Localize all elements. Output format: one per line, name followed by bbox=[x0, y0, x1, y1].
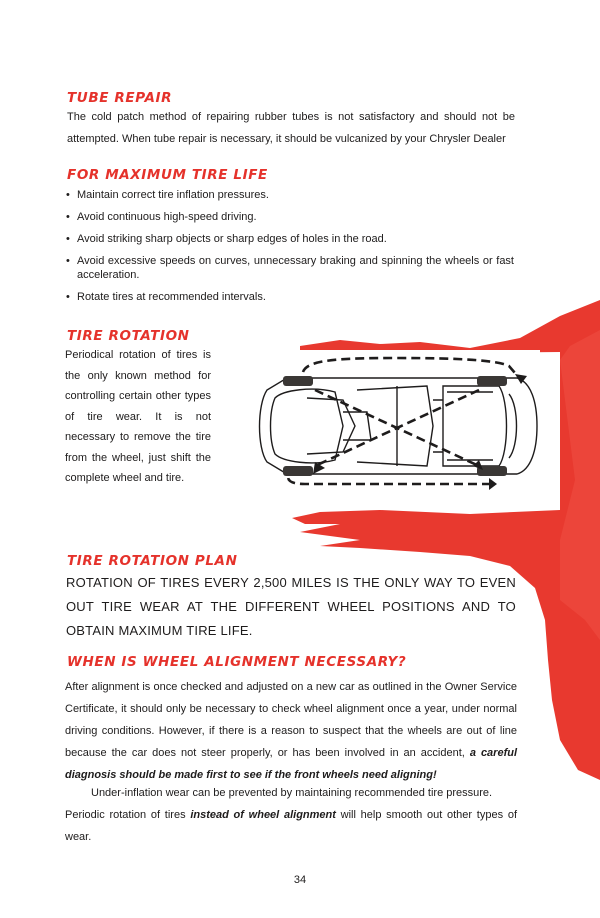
wheel-alignment-para3 bbox=[65, 804, 517, 848]
list-item: • Maintain correct tire inflation pressures. bbox=[66, 188, 514, 202]
heading-prefix: WHEN IS bbox=[67, 654, 138, 670]
wheel-alignment-para1 bbox=[65, 676, 517, 786]
wheel-alignment-heading bbox=[67, 654, 406, 670]
list-item: • Avoid continuous high-speed driving. bbox=[66, 210, 514, 224]
rotation-diagram bbox=[247, 350, 540, 502]
tube-repair-text: The cold patch method of repairing rubber tubes is not satisfactory and should not be attempted. When tube repair is necessary, it should be vulcanized by your Chrysler Dealer bbox=[67, 111, 515, 145]
para3-text-a: Periodic rotation of tires bbox=[65, 809, 186, 821]
max-tire-life-list bbox=[66, 188, 514, 312]
para1-emphasis: a careful diagnosis should be made first to see if the front wheels need aligning! bbox=[65, 747, 518, 781]
page-number: 34 bbox=[293, 874, 307, 886]
car-top-view-illustration bbox=[247, 350, 540, 502]
wheel-alignment-para2: Under-inflation wear can be prevented by maintaining recommended tire pressure. bbox=[91, 787, 493, 799]
rotation-plan-text: ROTATION OF TIRES EVERY 2,500 MILES IS THE ONLY WAY TO EVEN OUT TIRE WEAR AT THE DIFFERENT WHEEL POSITIONS AND TO OBTAIN MAXIMUM TIRE LIFE. bbox=[66, 575, 516, 638]
tire-rotation-heading: TIRE ROTATION bbox=[67, 328, 190, 344]
para1-text: After alignment is once checked and adjusted on a new car as outlined in the Owner Service Certificate, it should only be necessary to check wheel alignment once a year, under normal driving conditions. However, if there is a reason to suspect that the wheels are out of line because the car does not steer properly, or has been involved in an accident, bbox=[65, 681, 517, 759]
rotation-plan-heading: TIRE ROTATION PLAN bbox=[67, 553, 238, 569]
para3-text-b: will help smooth out other types of wear. bbox=[65, 809, 518, 843]
list-item: • Rotate tires at recommended intervals. bbox=[66, 290, 514, 304]
max-tire-life-heading: FOR MAXIMUM TIRE LIFE bbox=[67, 167, 268, 183]
tube-repair-heading: TUBE REPAIR bbox=[67, 90, 173, 106]
tire-rotation-text: Periodical rotation of tires is the only known method for controlling certain other types of tire wear. It is not necessary to remove the tire from the wheel, just shift the complete wheel and tire. bbox=[65, 349, 211, 484]
list-item: • Avoid excessive speeds on curves, unnecessary braking and spinning the wheels or fast acceleration. bbox=[66, 254, 514, 282]
para3-emphasis: instead of wheel alignment bbox=[190, 809, 336, 821]
list-item: • Avoid striking sharp objects or sharp edges of holes in the road. bbox=[66, 232, 514, 246]
heading-main: WHEEL ALIGNMENT NECESSARY? bbox=[142, 654, 407, 670]
